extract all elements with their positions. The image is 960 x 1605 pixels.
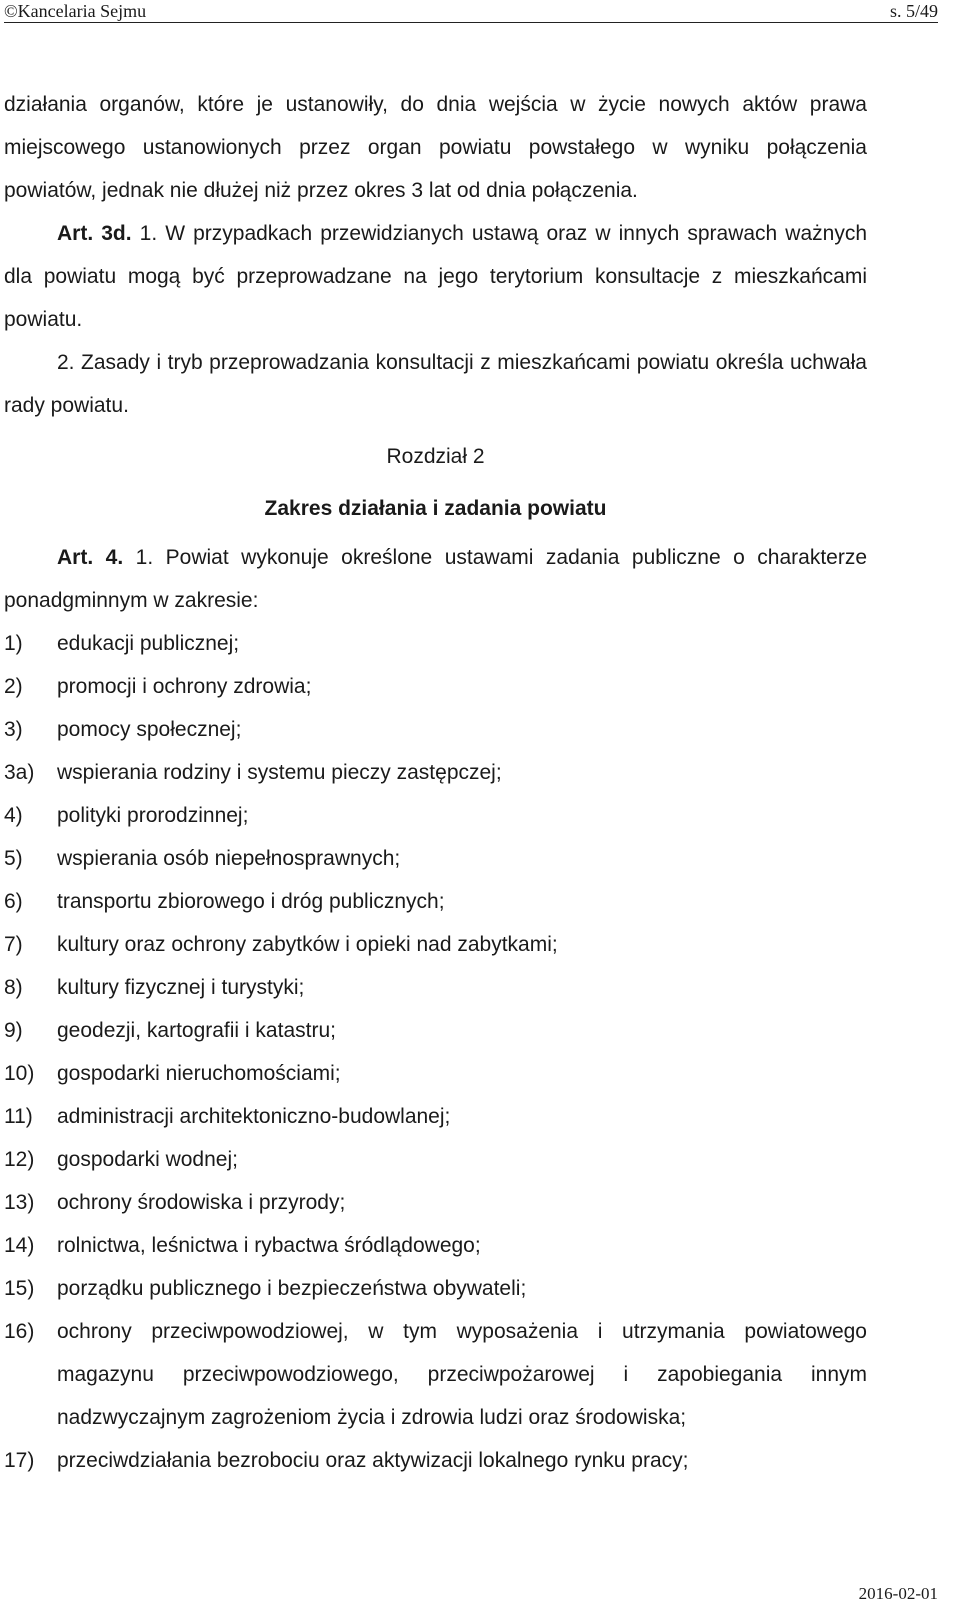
list-item bbox=[4, 837, 867, 880]
list-item-number: 9) bbox=[4, 1019, 23, 1042]
list-item-number: 4) bbox=[4, 804, 23, 827]
list-item bbox=[4, 622, 867, 665]
list-item-number: 10) bbox=[4, 1062, 35, 1085]
list-item-text: gospodarki nieruchomościami; bbox=[57, 1062, 341, 1085]
header-page-number: s. 5/49 bbox=[889, 1, 938, 21]
list-item bbox=[4, 665, 867, 708]
list-item-number: 12) bbox=[4, 1148, 35, 1171]
article-3d-paragraph-2: 2. Zasady i tryb przeprowadzania konsultacji z mieszkańcami powiatu określa uchwała rady powiatu. bbox=[4, 351, 867, 417]
list-item-text: gospodarki wodnej; bbox=[57, 1148, 238, 1171]
header-publisher: ©Kancelaria Sejmu bbox=[4, 1, 147, 21]
header-divider bbox=[4, 22, 938, 23]
chapter-title: Zakres działania i zadania powiatu bbox=[264, 497, 607, 520]
list-item-text: wspierania rodziny i systemu pieczy zastępczej; bbox=[57, 761, 502, 784]
list-item-text: polityki prorodzinnej; bbox=[57, 804, 249, 827]
list-item bbox=[4, 708, 867, 751]
list-item-number: 8) bbox=[4, 976, 23, 999]
list-item-number: 6) bbox=[4, 890, 23, 913]
list-item-text: porządku publicznego i bezpieczeństwa obywateli; bbox=[57, 1277, 527, 1300]
article-4-text-1: 1. Powiat wykonuje określone ustawami zadania publiczne o charakterze ponadgminnym w zakresie: bbox=[4, 546, 868, 612]
article-4-paragraph-1 bbox=[4, 536, 867, 622]
list-item-text: transportu zbiorowego i dróg publicznych; bbox=[57, 890, 445, 913]
list-item-text: promocji i ochrony zdrowia; bbox=[57, 675, 312, 698]
list-item bbox=[4, 1138, 867, 1181]
list-item-number: 3a) bbox=[4, 761, 35, 784]
list-item-number: 1) bbox=[4, 632, 23, 655]
list-item-number: 7) bbox=[4, 933, 23, 956]
list-item-text: wspierania osób niepełnosprawnych; bbox=[57, 847, 401, 870]
task-list bbox=[4, 622, 867, 1482]
article-3d-text-1: 1. W przypadkach przewidzianych ustawą oraz w innych sprawach ważnych dla powiatu mogą być przeprowadzane na jego terytorium konsultacje z mieszkańcami powiatu. bbox=[4, 222, 867, 331]
list-item-text: administracji architektoniczno-budowlanej; bbox=[57, 1105, 451, 1128]
list-item bbox=[4, 1310, 867, 1439]
list-item-text: ochrony środowiska i przyrody; bbox=[57, 1191, 346, 1214]
footer-date: 2016-02-01 bbox=[858, 1584, 938, 1603]
list-item-text: ochrony przeciwpowodziowej, w tym wyposażenia i utrzymania powiatowego magazynu przeciwpowodziowego, przeciwpożarowej i zapobiegania innym nadzwyczajnym zagrożeniom życia i zdrowia ludzi oraz środowiska; bbox=[57, 1320, 867, 1429]
list-item bbox=[4, 1009, 867, 1052]
page-header bbox=[4, 0, 960, 22]
article-3d-paragraph-1 bbox=[4, 212, 867, 341]
article-3d-label: Art. 3d. bbox=[57, 222, 132, 245]
list-item-text: pomocy społecznej; bbox=[57, 718, 242, 741]
list-item-number: 11) bbox=[4, 1105, 33, 1128]
list-item bbox=[4, 1439, 867, 1482]
list-item bbox=[4, 880, 867, 923]
list-item-number: 2) bbox=[4, 675, 23, 698]
list-item-number: 14) bbox=[4, 1234, 35, 1257]
list-item-text: kultury oraz ochrony zabytków i opieki nad zabytkami; bbox=[57, 933, 558, 956]
list-item bbox=[4, 923, 867, 966]
chapter-heading: Rozdział 2 bbox=[386, 445, 485, 468]
paragraph-continuation: działania organów, które je ustanowiły, do dnia wejścia w życie nowych aktów prawa miejscowego ustanowionych przez organ powiatu powstałego w wyniku połączenia powiatów, jednak nie dłużej niż przez okres 3 lat od dnia połączenia. bbox=[4, 93, 867, 202]
list-item-number: 13) bbox=[4, 1191, 35, 1214]
article-4-label: Art. 4. bbox=[57, 546, 124, 569]
list-item bbox=[4, 1181, 867, 1224]
list-item-number: 16) bbox=[4, 1320, 35, 1343]
list-item-text: kultury fizycznej i turystyki; bbox=[57, 976, 305, 999]
list-item-number: 5) bbox=[4, 847, 23, 870]
list-item bbox=[4, 794, 867, 837]
list-item bbox=[4, 1095, 867, 1138]
list-item-text: geodezji, kartografii i katastru; bbox=[57, 1019, 336, 1042]
list-item-number: 3) bbox=[4, 718, 23, 741]
list-item bbox=[4, 966, 867, 1009]
list-item-text: edukacji publicznej; bbox=[57, 632, 240, 655]
list-item bbox=[4, 1267, 867, 1310]
list-item bbox=[4, 1052, 867, 1095]
document-body bbox=[4, 83, 867, 1482]
list-item-text: rolnictwa, leśnictwa i rybactwa śródlądowego; bbox=[57, 1234, 481, 1257]
list-item-number: 15) bbox=[4, 1277, 35, 1300]
list-item bbox=[4, 1224, 867, 1267]
list-item-number: 17) bbox=[4, 1449, 35, 1472]
list-item bbox=[4, 751, 867, 794]
list-item-text: przeciwdziałania bezrobociu oraz aktywizacji lokalnego rynku pracy; bbox=[57, 1449, 689, 1472]
